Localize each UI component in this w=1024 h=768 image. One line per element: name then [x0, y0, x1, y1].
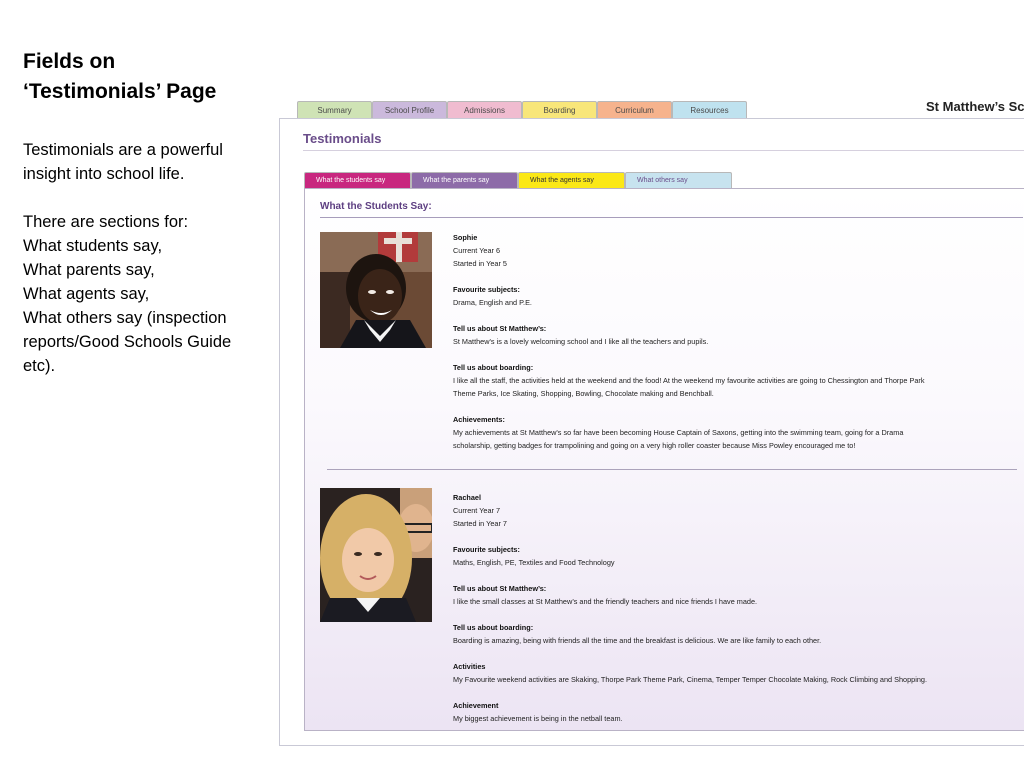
slide-intro-line-2: insight into school life. [23, 165, 185, 183]
student-name: Sophie [453, 233, 478, 242]
school-brand[interactable]: St Matthew’s Sc [926, 99, 1024, 114]
started-year: Started in Year 5 [453, 259, 507, 268]
achievement-value: My biggest achievement is being in the netball team. [453, 714, 623, 723]
about-value: St Matthew's is a lovely welcoming school and I like all the teachers and pupils. [453, 337, 709, 346]
tab-curriculum[interactable]: Curriculum [597, 101, 672, 119]
slide-title-line-1: Fields on [23, 50, 116, 73]
about-label: Tell us about St Matthew’s: [453, 324, 547, 333]
testimonial-sub-tabs [304, 172, 732, 188]
slide-sections-line: What agents say, [23, 285, 150, 303]
testimonials-panel [279, 118, 1024, 746]
slide-title-line-2: ‘Testimonials’ Page [23, 80, 217, 103]
tab-others-say[interactable]: What others say [625, 172, 732, 188]
slide-intro-paragraph [23, 138, 261, 186]
slide-body [23, 138, 261, 402]
about-value: I like the small classes at St Matthew’s and the friendly teachers and nice friends I have made. [453, 597, 758, 606]
activities-value: My Favourite weekend activities are Skaking, Thorpe Park Theme Park, Cinema, Temper Temper Chocolate Making, Rock Climbing and Shopping. [453, 675, 927, 684]
subjects-label: Favourite subjects: [453, 545, 520, 554]
section-divider [320, 217, 1023, 218]
activities-label: Activities [453, 662, 486, 671]
tab-resources[interactable]: Resources [672, 101, 747, 119]
slide-sections-line: What parents say, [23, 261, 155, 279]
slide-sections-paragraph [23, 210, 261, 378]
boarding-value: Boarding is amazing, being with friends all the time and the breakfast is delicious. We are like family to each other. [453, 636, 822, 645]
slide-sections-line: What students say, [23, 237, 163, 255]
heading-divider [303, 150, 1024, 151]
about-label: Tell us about St Matthew’s: [453, 584, 547, 593]
slide-sections-line: etc). [23, 357, 56, 375]
tab-students-say[interactable]: What the students say [304, 172, 411, 188]
student-photo-sophie [320, 232, 432, 348]
current-year: Current Year 6 [453, 246, 501, 255]
subjects-value: Drama, English and P.E. [453, 298, 532, 307]
slide-sections-line: What others say (inspection [23, 309, 227, 327]
boarding-value: Theme Parks, Ice Skating, Shopping, Bowling, Chocolate making and Benchball. [453, 389, 714, 398]
subjects-value: Maths, English, PE, Textiles and Food Technology [453, 558, 615, 567]
boarding-label: Tell us about boarding: [453, 623, 534, 632]
achievements-label: Achievements: [453, 415, 505, 424]
achievement-label: Achievement [453, 701, 499, 710]
tab-parents-say[interactable]: What the parents say [411, 172, 518, 188]
slide-sections-line: reports/Good Schools Guide [23, 333, 232, 351]
slide-sections-line: There are sections for: [23, 213, 189, 231]
student-name: Rachael [453, 493, 481, 502]
section-title: What the Students Say: [320, 201, 432, 212]
tab-summary[interactable]: Summary [297, 101, 372, 119]
site-nav-tabs [297, 101, 747, 119]
slide-intro-line-1: Testimonials are a powerful [23, 141, 223, 159]
slide-title [23, 47, 263, 107]
testimonial-sophie [453, 231, 1013, 452]
started-year: Started in Year 7 [453, 519, 507, 528]
entries-divider [327, 469, 1017, 470]
current-year: Current Year 7 [453, 506, 501, 515]
tab-boarding[interactable]: Boarding [522, 101, 597, 119]
testimonial-rachael [453, 491, 1013, 725]
tab-admissions[interactable]: Admissions [447, 101, 522, 119]
boarding-value: I like all the staff, the activities held at the weekend and the food! At the weekend my favourite activities are going to Chessington and Thorpe Park [453, 376, 925, 385]
tab-school-profile[interactable]: School Profile [372, 101, 447, 119]
boarding-label: Tell us about boarding: [453, 363, 534, 372]
achievements-value: My achievements at St Matthew's so far have been becoming House Captain of Saxons, getting into the swimming team, going for a Drama [453, 428, 904, 437]
page-title: Testimonials [303, 131, 382, 146]
testimonials-content [304, 188, 1024, 731]
subjects-label: Favourite subjects: [453, 285, 520, 294]
tab-agents-say[interactable]: What the agents say [518, 172, 625, 188]
student-photo-rachael [320, 488, 432, 622]
achievements-value: scholarship, getting badges for trampolining and going on a very high roller coaster because Miss Powley encouraged me to! [453, 441, 856, 450]
